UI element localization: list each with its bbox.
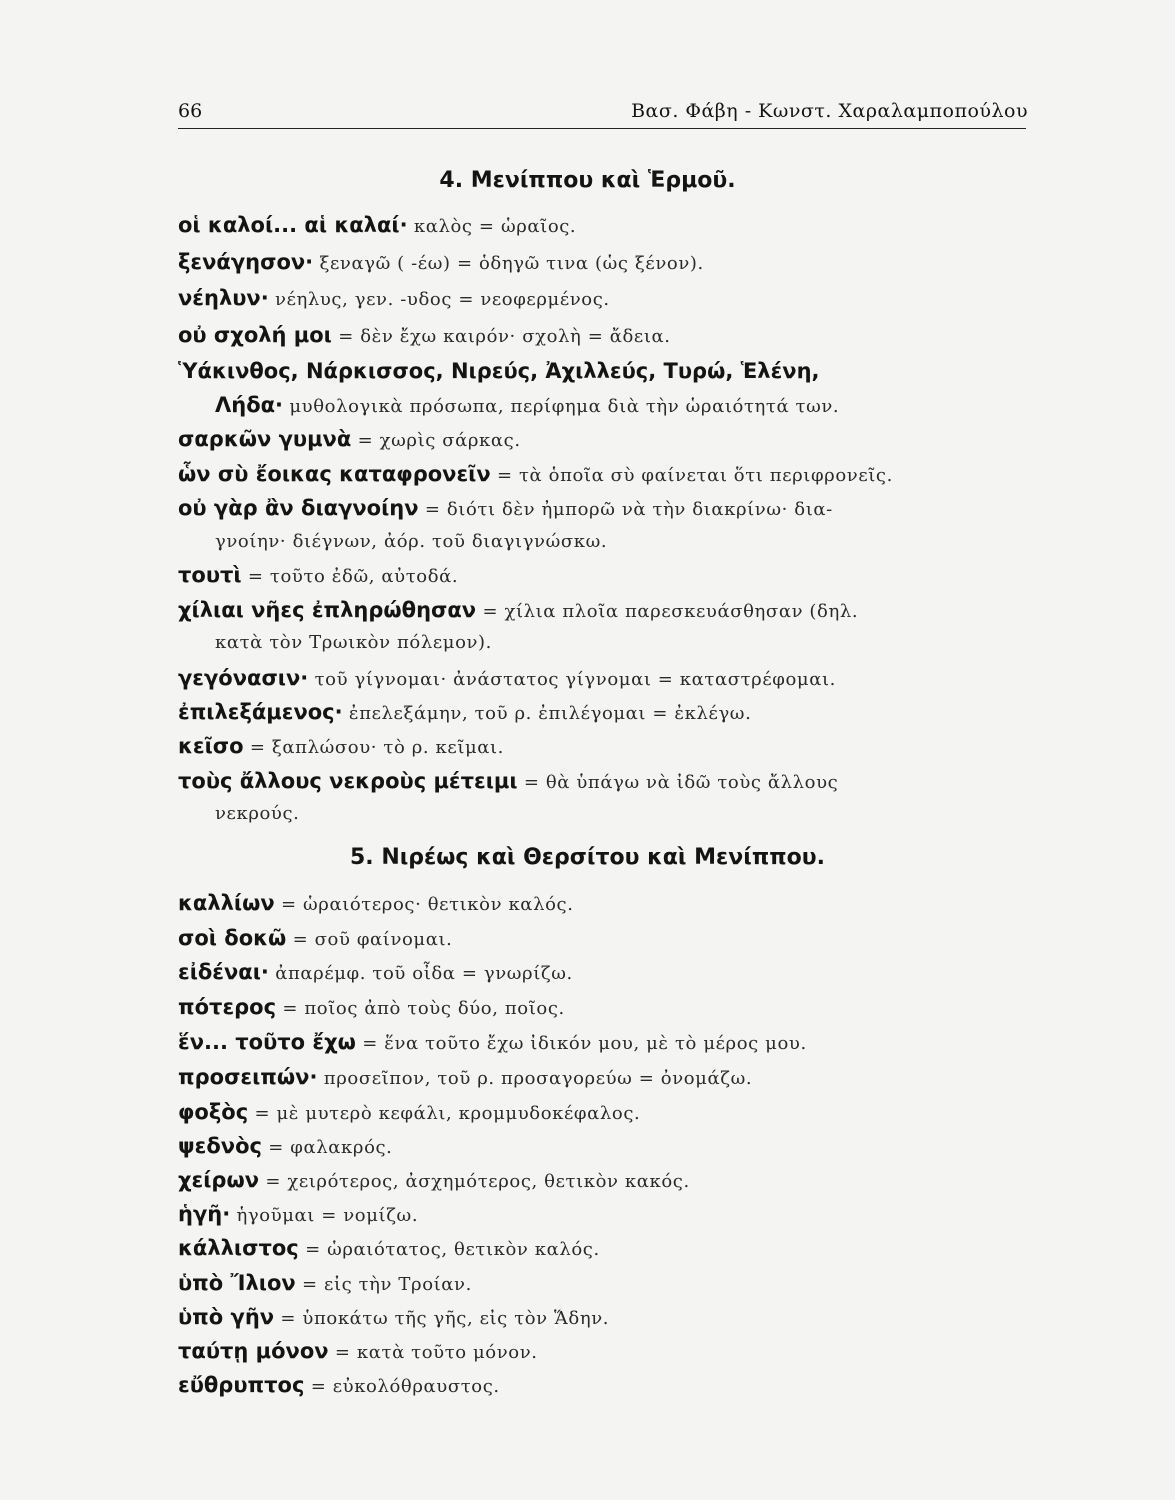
entry-definition: = φαλακρός. bbox=[261, 1137, 393, 1158]
glossary-entry bbox=[178, 699, 1033, 727]
glossary-entry bbox=[178, 665, 1033, 693]
entry-term: τοὺς ἄλλους νεκροὺς μέτειμι bbox=[178, 769, 518, 793]
entry-definition: μυθολογικὰ πρόσωπα, περίφημα διὰ τὴν ὡραιότητά των. bbox=[283, 396, 840, 417]
section-title: 4. Μενίππου καὶ Ἑρμοῦ. bbox=[439, 168, 736, 193]
entry-term: σαρκῶν γυμνὰ bbox=[178, 427, 352, 451]
entry-term: ὧν σὺ ἔοικας καταφρονεῖν bbox=[178, 462, 491, 486]
glossary-entry bbox=[178, 768, 1033, 796]
glossary-entry bbox=[178, 1029, 1033, 1057]
glossary-entry bbox=[178, 1167, 1033, 1195]
glossary-entry bbox=[178, 426, 1033, 454]
entry-term: Λήδα· bbox=[215, 393, 284, 417]
entry-term: ἐπιλεξάμενος· bbox=[178, 700, 343, 724]
glossary-entry bbox=[178, 1133, 1033, 1161]
entry-definition: τοῦ γίγνομαι· ἀνάστατος γίγνομαι = καταστρέφομαι. bbox=[308, 669, 836, 690]
glossary-entry bbox=[178, 597, 1033, 625]
entry-definition: = τοῦτο ἐδῶ, αὐτοδά. bbox=[241, 566, 459, 587]
entry-term: καλλίων bbox=[178, 891, 275, 915]
running-head: Βασ. Φάβη - Κωνστ. Χαραλαμποπούλου bbox=[631, 100, 1028, 122]
entry-term: οὐ γὰρ ἂν διαγνοίην bbox=[178, 496, 419, 520]
entry-term: κάλλιστος bbox=[178, 1236, 299, 1260]
entry-definition: καλὸς = ὡραῖος. bbox=[407, 216, 577, 237]
entry-term: χείρων bbox=[178, 1168, 260, 1192]
entry-term: πότερος bbox=[178, 995, 277, 1019]
glossary-entry bbox=[178, 1235, 1033, 1263]
entry-continuation: γνοίην· διέγνων, ἀόρ. τοῦ διαγιγνώσκω. bbox=[215, 531, 608, 552]
entry-definition: = χειρότερος, ἀσχημότερος, θετικὸν κακός. bbox=[259, 1171, 690, 1192]
entry-definition: = σοῦ φαίνομαι. bbox=[286, 929, 453, 950]
glossary-entry bbox=[178, 1372, 1033, 1400]
entry-definition: = δὲν ἔχω καιρόν· σχολὴ = ἄδεια. bbox=[331, 326, 671, 347]
entry-term: κεῖσο bbox=[178, 734, 244, 758]
entry-definition: = ὡραιότερος· θετικὸν καλός. bbox=[274, 894, 574, 915]
page-number: 66 bbox=[178, 100, 203, 122]
entry-term: ψεδνὸς bbox=[178, 1134, 262, 1158]
glossary-entry bbox=[178, 358, 1033, 386]
entry-definition: = ξαπλώσου· τὸ ρ. κεῖμαι. bbox=[243, 737, 505, 758]
entry-term: σοὶ δοκῶ bbox=[178, 926, 287, 950]
glossary-entry bbox=[178, 890, 1033, 918]
entry-term: ταύτῃ μόνον bbox=[178, 1339, 329, 1363]
entry-definition: νέηλυς, γεν. -υδος = νεοφερμένος. bbox=[268, 289, 610, 310]
entry-continuation bbox=[215, 392, 1035, 420]
entry-continuation: κατὰ τὸν Τρωικὸν πόλεμον). bbox=[215, 632, 492, 653]
glossary-entry bbox=[178, 249, 1033, 277]
entry-term: Ὑάκινθος, Νάρκισσος, Νιρεύς, Ἀχιλλεύς, Τυρώ, Ἑλένη, bbox=[178, 359, 820, 383]
entry-continuation: νεκρούς. bbox=[215, 803, 300, 824]
entry-definition: = εὐκολόθραυστος. bbox=[304, 1376, 500, 1397]
glossary-entry bbox=[178, 322, 1033, 350]
entry-definition: = ποῖος ἀπὸ τοὺς δύο, ποῖος. bbox=[276, 998, 565, 1019]
glossary-entry bbox=[178, 733, 1033, 761]
entry-term: οἱ καλοί... αἱ καλαί· bbox=[178, 213, 408, 237]
entry-term: προσειπών· bbox=[178, 1065, 318, 1089]
entry-definition: = θὰ ὑπάγω νὰ ἰδῶ τοὺς ἄλλους bbox=[517, 772, 839, 793]
glossary-entry bbox=[178, 1270, 1033, 1298]
entry-term: νέηλυν· bbox=[178, 286, 269, 310]
glossary-entry bbox=[178, 212, 1033, 240]
entry-definition: = διότι δὲν ἠμπορῶ νὰ τὴν διακρίνω· δια- bbox=[418, 499, 833, 520]
glossary-entry bbox=[178, 461, 1033, 489]
entry-term: ἕν... τοῦτο ἔχω bbox=[178, 1030, 356, 1054]
entry-definition: = μὲ μυτερὸ κεφάλι, κρομμυδοκέφαλος. bbox=[248, 1103, 641, 1124]
entry-definition: ξεναγῶ ( -έω) = ὁδηγῶ τινα (ὡς ξένον). bbox=[313, 253, 704, 274]
entry-term: τουτὶ bbox=[178, 563, 242, 587]
entry-definition: = εἰς τὴν Τροίαν. bbox=[295, 1274, 472, 1295]
entry-term: χίλιαι νῆες ἐπληρώθησαν bbox=[178, 598, 477, 622]
entry-definition: προσεῖπον, τοῦ ρ. προσαγορεύω = ὀνομάζω. bbox=[317, 1068, 753, 1089]
section-title: 5. Νιρέως καὶ Θερσίτου καὶ Μενίππου. bbox=[350, 845, 825, 870]
glossary-entry bbox=[178, 994, 1033, 1022]
entry-term: ἡγῆ· bbox=[178, 1202, 231, 1226]
glossary-entry bbox=[178, 1338, 1033, 1366]
entry-definition: = ἕνα τοῦτο ἔχω ἰδικόν μου, μὲ τὸ μέρος μου. bbox=[355, 1033, 807, 1054]
glossary-entry bbox=[178, 1064, 1033, 1092]
glossary-entry bbox=[178, 959, 1033, 987]
entry-definition: ἐπελεξάμην, τοῦ ρ. ἐπιλέγομαι = ἐκλέγω. bbox=[342, 703, 752, 724]
glossary-entry bbox=[178, 495, 1033, 523]
glossary-entry bbox=[178, 1201, 1033, 1229]
entry-definition: ἀπαρέμφ. τοῦ οἶδα = γνωρίζω. bbox=[268, 963, 573, 984]
entry-definition: = ὡραιότατος, θετικὸν καλός. bbox=[298, 1239, 600, 1260]
entry-definition: = ὑποκάτω τῆς γῆς, εἰς τὸν Ἅδην. bbox=[274, 1308, 610, 1329]
glossary-entry bbox=[178, 1304, 1033, 1332]
page-header bbox=[178, 96, 1028, 130]
entry-term: εἰδέναι· bbox=[178, 960, 269, 984]
entry-term: ὑπὸ γῆν bbox=[178, 1305, 275, 1329]
entry-term: γεγόνασιν· bbox=[178, 666, 309, 690]
glossary-entry bbox=[178, 1099, 1033, 1127]
entry-term: ξενάγησον· bbox=[178, 250, 314, 274]
entry-term: φοξὸς bbox=[178, 1100, 249, 1124]
entry-term: ὑπὸ Ἴλιον bbox=[178, 1271, 296, 1295]
header-rule bbox=[178, 128, 1026, 129]
entry-definition: = τὰ ὁποῖα σὺ φαίνεται ὅτι περιφρονεῖς. bbox=[490, 465, 893, 486]
entry-definition: ἡγοῦμαι = νομίζω. bbox=[230, 1205, 419, 1226]
entry-term: εὔθρυπτος bbox=[178, 1373, 305, 1397]
glossary-entry bbox=[178, 285, 1033, 313]
entry-term: οὐ σχολή μοι bbox=[178, 323, 332, 347]
entry-definition: = χωρὶς σάρκας. bbox=[351, 430, 521, 451]
entry-definition: = χίλια πλοῖα παρεσκευάσθησαν (δηλ. bbox=[476, 601, 859, 622]
glossary-entry bbox=[178, 562, 1033, 590]
glossary-entry bbox=[178, 925, 1033, 953]
entry-definition: = κατὰ τοῦτο μόνον. bbox=[328, 1342, 538, 1363]
